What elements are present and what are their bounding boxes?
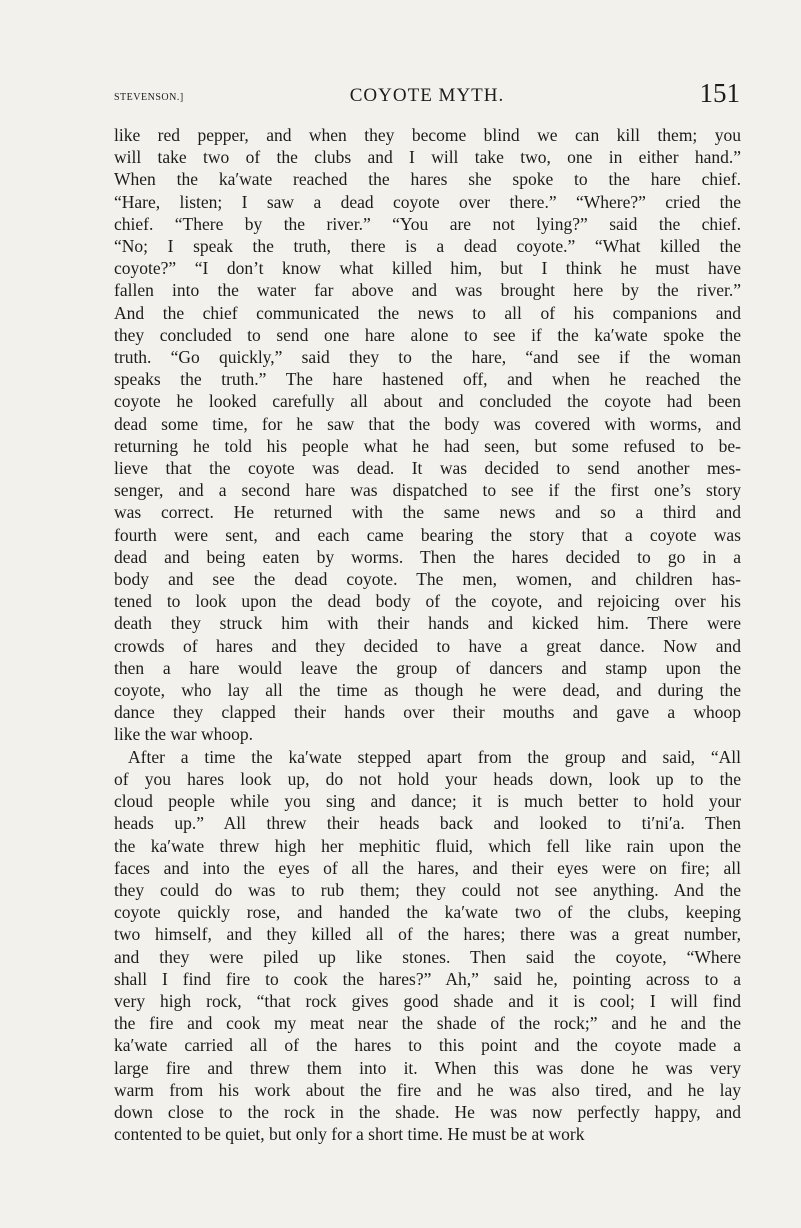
text-line: death they struck him with their hands and kicked him. There were xyxy=(114,613,741,634)
text-line: ka′wate carried all of the hares to this point and the coyote made a xyxy=(114,1035,741,1056)
text-line: returning he told his people what he had seen, but some refused to be- xyxy=(114,435,741,456)
text-line: shall I find fire to cook the hares?” Ah,” said he, pointing across to a xyxy=(114,968,741,989)
text-line: tened to look upon the dead body of the coyote, and rejoicing over his xyxy=(114,591,741,612)
text-line: speaks the truth.” The hare hastened off, and when he reached the xyxy=(114,369,741,390)
text-line: chief. “There by the river.” “You are not lying?” said the chief. xyxy=(114,213,741,234)
text-line: the ka′wate threw high her mephitic fluid, which fell like rain upon the xyxy=(114,835,741,856)
text-line: contented to be quiet, but only for a short time. He must be at work xyxy=(114,1124,585,1145)
text-line: senger, and a second hare was dispatched to see if the first one’s story xyxy=(114,480,741,501)
author-header: STEVENSON.] xyxy=(114,92,184,103)
text-line: like red pepper, and when they become blind we can kill them; you xyxy=(114,125,741,145)
text-line: truth. “Go quickly,” said they to the hare, “and see if the woman xyxy=(114,347,741,368)
text-line: of you hares look up, do not hold your heads down, look up to the xyxy=(114,768,741,789)
text-line: coyote, who lay all the time as though he were dead, and during the xyxy=(114,680,741,701)
text-line: lieve that the coyote was dead. It was decided to send another mes- xyxy=(114,458,741,479)
text-line: then a hare would leave the group of dancers and stamp upon the xyxy=(114,657,741,678)
text-line: coyote he looked carefully all about and concluded the coyote had been xyxy=(114,391,741,412)
text-line: body and see the dead coyote. The men, women, and children has- xyxy=(114,569,741,590)
page-number: 151 xyxy=(699,78,740,108)
text-line: When the ka′wate reached the hares she spoke to the hare chief. xyxy=(114,169,741,190)
section-title: COYOTE MYTH. xyxy=(349,85,505,106)
text-line: they could do was to rub them; they could not see anything. And the xyxy=(114,879,741,900)
text-line: large fire and threw them into it. When this was done he was very xyxy=(114,1057,741,1078)
text-line: “Hare, listen; I saw a dead coyote over there.” “Where?” cried the xyxy=(114,191,741,212)
text-line: fourth were sent, and each came bearing the story that a coyote was xyxy=(114,524,741,545)
text-line: And the chief communicated the news to all of his companions and xyxy=(114,302,741,323)
paragraph xyxy=(114,746,741,1146)
text-line: was correct. He returned with the same news and so a third and xyxy=(114,502,741,523)
text-line: cloud people while you sing and dance; it is much better to hold your xyxy=(114,791,741,812)
text-line: the fire and cook my meat near the shade of the rock;” and he and the xyxy=(114,1013,741,1034)
text-line: will take two of the clubs and I will take two, one in either hand.” xyxy=(114,147,741,168)
text-line: two himself, and they killed all of the hares; there was a great number, xyxy=(114,924,741,945)
text-line: heads up.” All threw their heads back and looked to ti′ni′a. Then xyxy=(114,813,741,834)
text-line: dead and being eaten by worms. Then the hares decided to go in a xyxy=(114,546,741,567)
text-line: and they were piled up like stones. Then said the coyote, “Where xyxy=(114,946,741,967)
text-line: faces and into the eyes of all the hares, and their eyes were on fire; all xyxy=(114,857,741,878)
text-line: coyote quickly rose, and handed the ka′wate two of the clubs, keeping xyxy=(114,902,741,923)
text-line: down close to the rock in the shade. He was now perfectly happy, and xyxy=(114,1101,741,1122)
text-line: dead some time, for he saw that the body was covered with worms, and xyxy=(114,413,741,434)
text-line: dance they clapped their hands over their mouths and gave a whoop xyxy=(114,702,741,723)
running-head xyxy=(114,78,740,112)
text-line: After a time the ka′wate stepped apart from the group and said, “All xyxy=(128,746,741,767)
text-line: warm from his work about the fire and he was also tired, and he lay xyxy=(114,1079,741,1100)
text-line: fallen into the water far above and was brought here by the river.” xyxy=(114,280,741,301)
text-line: they concluded to send one hare alone to see if the ka′wate spoke the xyxy=(114,324,741,345)
paragraph xyxy=(114,124,741,746)
text-line: like the war whoop. xyxy=(114,724,253,745)
text-line: “No; I speak the truth, there is a dead coyote.” “What killed the xyxy=(114,236,741,257)
text-line: crowds of hares and they decided to have a great dance. Now and xyxy=(114,635,741,656)
text-line: coyote?” “I don’t know what killed him, but I think he must have xyxy=(114,258,741,279)
body-text xyxy=(114,124,741,1145)
text-line: very high rock, “that rock gives good shade and it is cool; I will find xyxy=(114,990,741,1011)
